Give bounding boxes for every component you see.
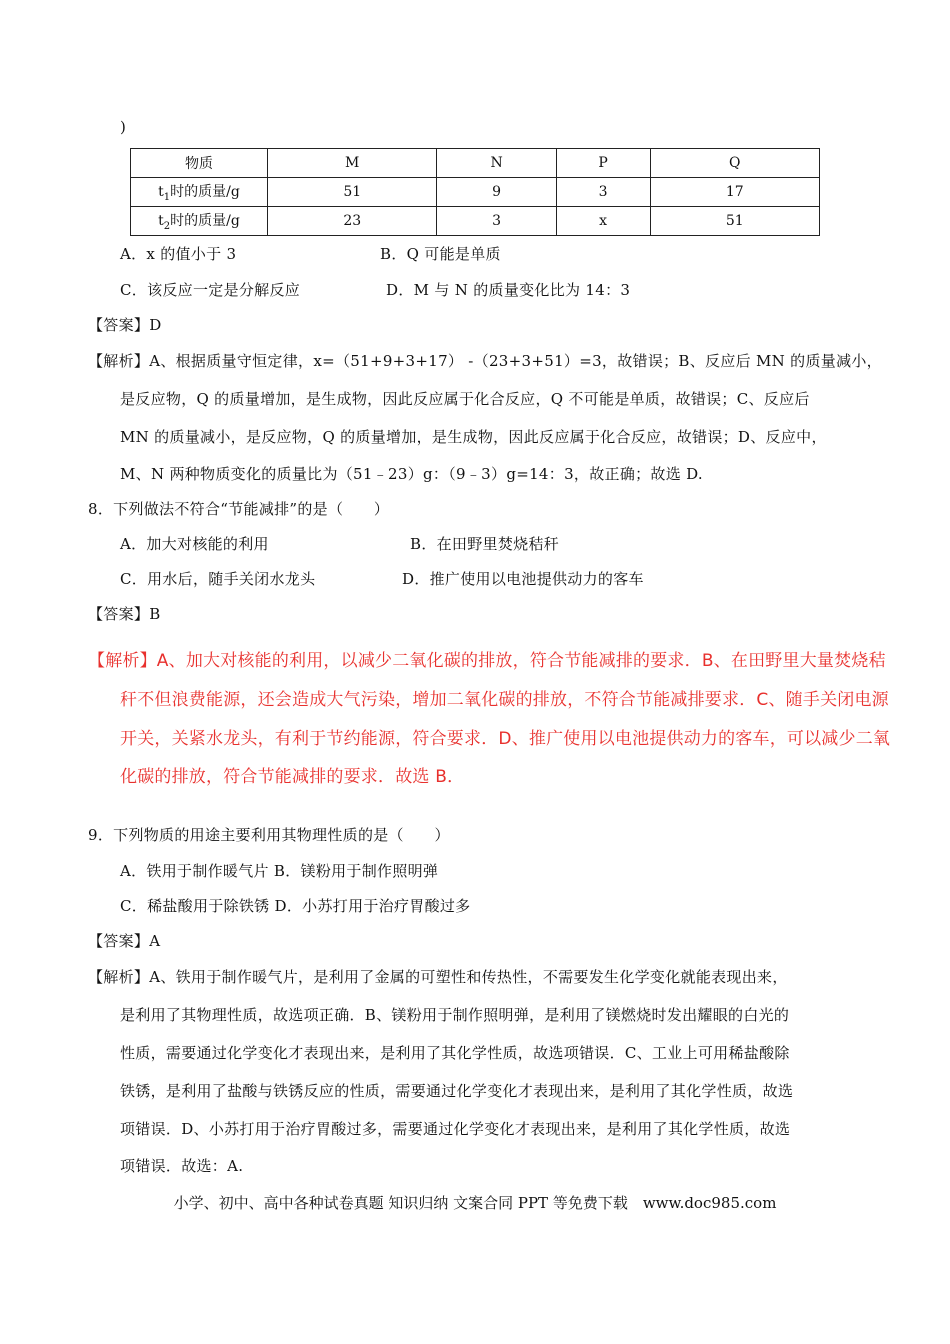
analysis-line: 铁锈，是利用了盐酸与铁锈反应的性质，需要通过化学变化才表现出来，是利用了其化学性质，故选 <box>120 1082 794 1100</box>
option-d: D．M 与 N 的质量变化比为 14：3 <box>386 281 631 299</box>
analysis-line-highlighted: 化碳的排放，符合节能减排的要求．故选 B． <box>120 767 465 787</box>
question-paren-tail: ) <box>120 118 127 136</box>
table-row <box>131 178 820 207</box>
table-cell: 3 <box>556 178 650 207</box>
answer: 【答案】D <box>88 316 162 334</box>
answer: 【答案】B <box>88 605 161 623</box>
analysis-line-highlighted: 开关，关紧水龙头，有利于节约能源，符合要求．D、推广使用以电池提供动力的客车，可以减少二氧 <box>120 729 891 749</box>
option-c: C．该反应一定是分解反应 <box>120 281 301 299</box>
table-cell: 23 <box>268 207 437 236</box>
option-b: B．在田野里焚烧秸秆 <box>410 535 560 553</box>
options-line: C．稀盐酸用于除铁锈 D．小苏打用于治疗胃酸过多 <box>120 897 471 915</box>
option-d: D．推广使用以电池提供动力的客车 <box>402 570 644 588</box>
analysis-line: 【解析】A、铁用于制作暖气片，是利用了金属的可塑性和传热性，不需要发生化学变化就能表现出来， <box>88 968 788 986</box>
analysis-line: 是反应物，Q 的质量增加，是生成物，因此反应属于化合反应，Q 不可能是单质，故错误；C、反应后 <box>120 390 810 408</box>
row-label: $t_2$时的质量/g <box>131 207 268 236</box>
table-header-cell: Q <box>650 149 820 178</box>
option-b: B．Q 可能是单质 <box>380 245 501 263</box>
table-header-cell: M <box>268 149 437 178</box>
option-a: A．加大对核能的利用 <box>120 535 269 553</box>
analysis-line-highlighted: 【解析】A、加大对核能的利用，以减少二氧化碳的排放，符合节能减排的要求．B、在田野里大量焚烧秸 <box>88 651 886 671</box>
analysis-line: 项错误．D、小苏打用于治疗胃酸过多，需要通过化学变化才表现出来，是利用了其化学性质，故选 <box>120 1120 791 1138</box>
table-header-cell: 物质 <box>131 149 268 178</box>
table-row <box>131 207 820 236</box>
analysis-line: MN 的质量减小，是反应物，Q 的质量增加，是生成物，因此反应属于化合反应，故错误；D、反应中， <box>120 428 827 446</box>
option-a: A．x 的值小于 3 <box>120 245 237 263</box>
analysis-line: 【解析】A、根据质量守恒定律，x=（51+9+3+17） -（23+3+51）=3，故错误；B、反应后 MN 的质量减小， <box>88 352 882 370</box>
option-c: C．用水后，随手关闭水龙头 <box>120 570 316 588</box>
answer: 【答案】A <box>88 932 161 950</box>
analysis-line: M、N 两种物质变化的质量比为（51﹣23）g：（9﹣3）g=14：3，故正确；故选 D. <box>120 465 703 483</box>
table-header-row <box>131 149 820 178</box>
analysis-line: 项错误．故选：A. <box>120 1157 244 1175</box>
table-cell: 9 <box>437 178 556 207</box>
table-cell: 51 <box>268 178 437 207</box>
page-footer: 小学、初中、高中各种试卷真题 知识归纳 文案合同 PPT 等免费下载 www.doc985.com <box>173 1194 777 1212</box>
question-8: 8．下列做法不符合“节能减排”的是（ ） <box>88 500 390 518</box>
options-line: A．铁用于制作暖气片 B．镁粉用于制作照明弹 <box>120 862 439 880</box>
mass-table <box>130 148 820 236</box>
analysis-line-highlighted: 秆不但浪费能源，还会造成大气污染，增加二氧化碳的排放，不符合节能减排要求．C、随手关闭电源 <box>120 690 889 710</box>
analysis-line: 是利用了其物理性质，故选项正确．B、镁粉用于制作照明弹，是利用了镁燃烧时发出耀眼的白光的 <box>120 1006 790 1024</box>
table-cell: 3 <box>437 207 556 236</box>
table-cell: 51 <box>650 207 820 236</box>
table-header-cell: N <box>437 149 556 178</box>
table-header-cell: P <box>556 149 650 178</box>
analysis-line: 性质，需要通过化学变化才表现出来，是利用了其化学性质，故选项错误．C、工业上可用稀盐酸除 <box>120 1044 790 1062</box>
table-cell: x <box>556 207 650 236</box>
table-cell: 17 <box>650 178 820 207</box>
row-label: $t_1$时的质量/g <box>131 178 268 207</box>
question-9: 9．下列物质的用途主要利用其物理性质的是（ ） <box>88 826 450 844</box>
